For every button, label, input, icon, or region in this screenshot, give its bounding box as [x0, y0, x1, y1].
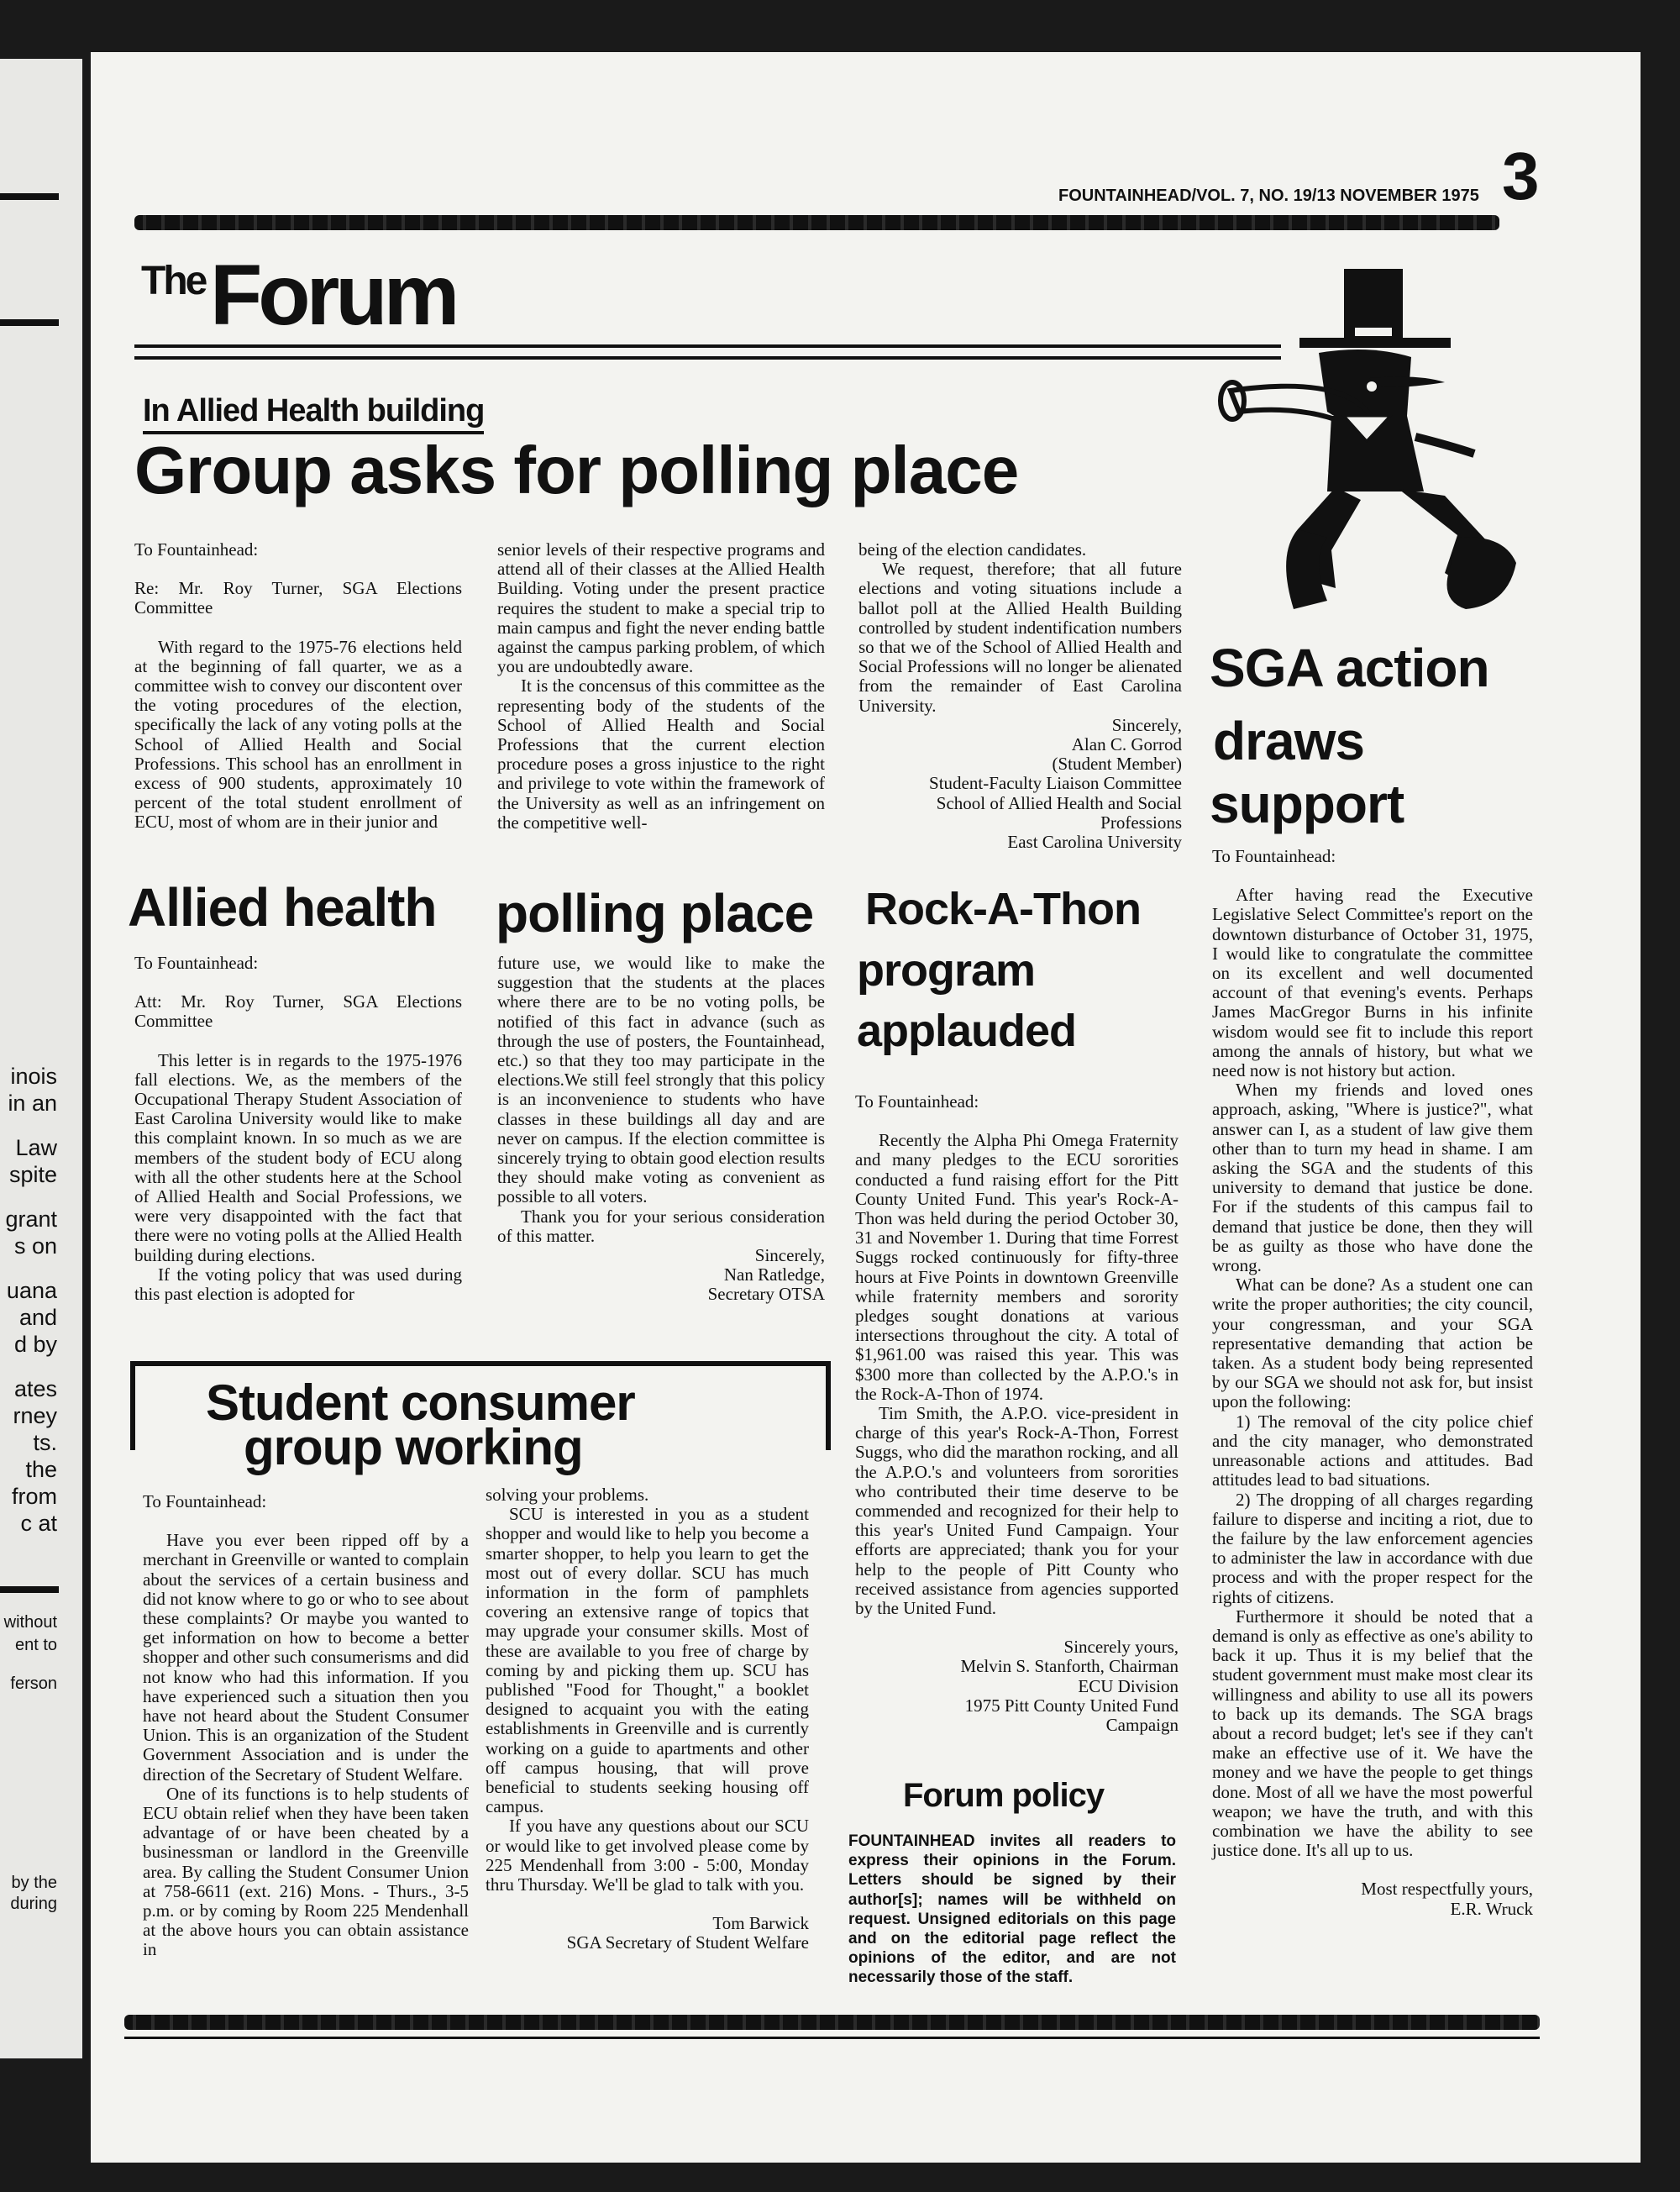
article4-headline-line: draws	[1213, 711, 1364, 771]
article1-signature-line: Professions	[1100, 812, 1182, 833]
article1-column-1	[134, 540, 462, 833]
policy-text: FOUNTAINHEAD invites all readers to express their opinions in the Forum. Letters should be signed by their author[s]; names will be withheld on request. Unsigned editorials on this page and on the editorial page reflect the opinions of the editor, and are not necessarily those of the staff.	[848, 1832, 1176, 1987]
prev-page-fragment: ates	[13, 1376, 57, 1401]
footer-rule	[124, 2015, 1540, 2030]
masthead-info: FOUNTAINHEAD/VOL. 7, NO. 19/13 NOVEMBER 1975	[1058, 187, 1479, 205]
prev-page-fragment: uana	[6, 1278, 57, 1303]
article3-signature-line: 1975 Pitt County United Fund	[964, 1695, 1179, 1716]
article1-paragraph: being of the election candidates.	[858, 539, 1087, 560]
section-rule-bottom	[134, 356, 1281, 360]
article1-paragraph: To Fountainhead:	[134, 539, 259, 560]
article3-signature-line: Sincerely yours,	[1063, 1637, 1179, 1658]
article1-kicker: In Allied Health building	[143, 393, 484, 434]
article1-column-3	[858, 540, 1182, 852]
article3-signature-line: Melvin S. Stanforth, Chairman	[960, 1656, 1179, 1677]
article2-headline-part1: Allied health	[128, 877, 437, 938]
article5-paragraph: If you have any questions about our SCU or would like to get involved please come by 225 Mendenhall from 3:00 - 5:00, Monday thru Thursday. We'll be glad to talk with you.	[486, 1816, 809, 1895]
section-logo-forum: Forum	[210, 247, 456, 343]
article4-signature-line: Most respectfully yours,	[1361, 1879, 1533, 1900]
article1-signature-line: East Carolina University	[1007, 832, 1182, 853]
prev-page-fragment: d by	[13, 1332, 57, 1357]
article2-column-2	[497, 954, 825, 1305]
article5-paragraph: SCU is interested in you as a student shopper and would like to help you become a smarter shopper, to help you learn to get the most out of every dollar. SCU has much information in the form of pamphlets covering an extensive range of topics that may upgrade your consumer skills. Most of these are available to you free of charge by coming by and picking them up. SCU has published "Food for Thought," a booklet designed to acquaint you with the eating establishments in Greenville and is currently working on a guide to apartments and other off campus housing, that will prove beneficial to students seeking housing off campus.	[486, 1504, 809, 1817]
article5-signature-line: Tom Barwick	[712, 1913, 809, 1934]
masthead-rule	[134, 215, 1499, 230]
article4-headline-line: support	[1210, 774, 1404, 834]
prev-page-fragment: ts.	[33, 1430, 57, 1455]
article1-column-2	[497, 540, 825, 833]
article4-paragraph: What can be done? As a student one can write the proper authorities; the city council, your congressman, and your SGA representative demanding that action be taken. As a student body being represented by our SGA we should not ask for, but insist upon the following:	[1212, 1275, 1533, 1412]
article3-headline-line: program	[857, 945, 1036, 996]
page-number: 3	[1502, 139, 1540, 213]
article5-signature-line: SGA Secretary of Student Welfare	[566, 1932, 809, 1953]
article2-paragraph: To Fountainhead:	[134, 953, 259, 973]
article1-paragraph: It is the concensus of this committee as the representing body of the students of the School of Allied Health and Social Professions that the current election procedure poses a gross injustice to the right and privilege to vote within the framework of the University as well as an infringement on the competitive well-	[497, 675, 825, 833]
prev-page-fragment: and	[18, 1305, 57, 1330]
article3-paragraph: Tim Smith, the A.P.O. vice-president in charge of this year's Rock-A-Thon, Forrest Suggs, who did the marathon rocking, and all the A.P.O.'s and volunteers from sororities who contributed their time deserve to be commended and recognized for their help to this year's United Fund Campaign. Your efforts are appreciated; thank you for your help to the people of Pitt County who received assistance from agencies supported by the United Fund.	[855, 1403, 1179, 1619]
article4-column	[1212, 847, 1533, 1919]
article4-paragraph: 1) The removal of the city police chief and the city manager, who demonstrated unreasonable actions and attitudes. Bad attitudes lead to bad situations.	[1212, 1411, 1533, 1490]
footer-thin-rule	[124, 2037, 1540, 2039]
article5-column-2	[486, 1485, 809, 1953]
article2-signature-line: Sincerely,	[754, 1245, 825, 1266]
prev-page-fragment: rney	[13, 1403, 57, 1428]
article2-headline-part2: polling place	[496, 883, 814, 944]
article2-column-1	[134, 954, 462, 1304]
article5-paragraph: To Fountainhead:	[143, 1491, 267, 1511]
article1-signature-line: Student-Faculty Liaison Committee	[929, 773, 1182, 794]
article1-paragraph: We request, therefore; that all future elections and voting situations include a ballot poll at the Allied Health Building controlled by student indentification numbers so that we of the School of Allied Health and Social Professions will no longer be alienated from the remainder of East Carolina University.	[858, 559, 1182, 716]
article1-paragraph: Re: Mr. Roy Turner, SGA Elections Committee	[134, 578, 462, 618]
prev-page-fragment: ent to	[14, 1636, 57, 1654]
prev-page-fragment: the	[25, 1457, 57, 1482]
article1-signature-line: Alan C. Gorrod	[1071, 734, 1182, 755]
article2-paragraph: If the voting policy that was used during this past election is adopted for	[134, 1264, 462, 1305]
article3-headline-line: applauded	[857, 1006, 1077, 1056]
article5-paragraph: Have you ever been ripped off by a merchant in Greenville or wanted to complain about the services of a certain business and did not know where to go or who to see about these complaints? Or maybe you wanted to get information on how to become a better shopper and other such consumerisms and did not know who had this information. If you have experienced such a situation then you have not heard about the Student Consumer Union. This is an organization of the Student Government Association and is under the direction of the Secretary of Student Welfare.	[143, 1530, 469, 1785]
article2-paragraph: future use, we would like to make the suggestion that the students at the places where there are to be no voting polls, be notified of this fact in advance (such as through the use of posters, the Fountainhead, etc.) so that they too may participate in the elections.We still feel strongly that this policy is an inconvenience to students who have classes in these buildings all day and are never on campus. If the election committee is sincerely trying to obtain good election results they should make voting as convenient as possible to all voters.	[497, 953, 825, 1207]
article1-signature-line: School of Allied Health and Social	[936, 792, 1182, 813]
article5-column-1	[143, 1492, 469, 1960]
prev-page-fragment: inois	[10, 1064, 57, 1089]
prev-page-rule	[0, 193, 59, 200]
article2-paragraph: Thank you for your serious consideration of this matter.	[497, 1206, 825, 1246]
prev-page-fragment: s on	[13, 1233, 57, 1259]
article4-signature-line: E.R. Wruck	[1450, 1898, 1533, 1919]
article1-headline: Group asks for polling place	[134, 433, 1019, 507]
prev-page-fragment: grant	[5, 1206, 57, 1232]
article2-paragraph: This letter is in regards to the 1975-1976 fall elections. We, as the members of the Occupational Therapy Student Association of East Carolina University would like to make this complaint known. In so much as we are members of the student body of ECU along with all the other students here at the School of Allied Health and Social Professions, we were very disappointed with the fact that there were no voting polls at the Allied Health building during elections.	[134, 1049, 462, 1265]
prev-page-fragment: during	[10, 1895, 57, 1913]
prev-page-fragment: Law	[15, 1135, 57, 1160]
article3-signature-line: Campaign	[1105, 1715, 1179, 1736]
article2-paragraph: Att: Mr. Roy Turner, SGA Elections Committee	[134, 991, 462, 1032]
article4-paragraph: 2) The dropping of all charges regarding failure to disperse and inciting a riot, due to the failure by the law enforcement agencies to administer the law in accordance with due process and with the proper respect for the rights of citizens.	[1212, 1489, 1533, 1607]
article4-paragraph: When my friends and loved ones approach, asking, "Where is justice?", what answer can I, as a student of law give them other than to turn my head in shame. I am asking the SGA and the students of this university to demand that justice be done. For if the students of this campus fail to demand that justice be done, then they will be as guilty as those who have done the wrong.	[1212, 1080, 1533, 1276]
section-logo-the: The	[141, 259, 206, 303]
article2-signature-line: Nan Ratledge,	[723, 1264, 825, 1285]
policy-column	[848, 1832, 1176, 1988]
article3-paragraph: Recently the Alpha Phi Omega Fraternity and many pledges to the ECU sororities conducted a fund raising effort for the Pitt County United Fund. This year's Rock-A-Thon was held during the period October 30, 31 and November 1. During that time Forrest Suggs rocked continuously for fifty-three hours at Five Points in downtown Greenville while fraternity members and sorority pledges sought donations at various intersections throughout the city. A total of $1,961.00 was raised this year. This was $300 more than collected by the A.P.O.'s in the Rock-A-Thon of 1974.	[855, 1130, 1179, 1404]
article5-headline-part1: Student consumer	[206, 1375, 635, 1431]
article3-headline-line: Rock-A-Thon	[865, 884, 1141, 934]
prev-page-rule	[0, 1586, 59, 1593]
article1-paragraph: With regard to the 1975-76 elections held at the beginning of fall quarter, we as a committee wish to convey our discontent over the voting procedures of the election, specifically the lack of any voting polls at the School of Allied Health and Social Professions. This school has an enrollment in excess of 900 students, approximately 10 percent of the total student enrollment of ECU, most of whom are in their junior and	[134, 636, 462, 833]
article5-paragraph: One of its functions is to help students of ECU obtain relief when they have been taken advantage of or have been cheated by a businessman or landlord in the Greenville area. By calling the Student Consumer Union at 758-6611 (ext. 216) Mons. - Thurs., 3-5 p.m. or by coming by Room 225 Mendenhall at the above hours you can obtain assistance in	[143, 1783, 469, 1960]
article5-paragraph: solving your problems.	[486, 1485, 649, 1505]
article4-paragraph: After having read the Executive Legislative Select Committee's report on the downtown disturbance of October 31, 1975, I would like to congratulate the committee on its excellent and well documented account of that evening's events. Perhaps James MacGregor Burns in his infinite wisdom would see fit to include this report among the annals of history, but what we need now is not history but action.	[1212, 885, 1533, 1081]
prev-page-fragment: from	[12, 1484, 57, 1509]
article2-signature-line: Secretary OTSA	[707, 1284, 825, 1305]
prev-page-fragment: by the	[11, 1874, 57, 1892]
prev-page-fragment: ferson	[10, 1674, 57, 1693]
policy-title: Forum policy	[903, 1777, 1105, 1814]
article3-column	[855, 1092, 1179, 1735]
prev-page-fragment: in an	[8, 1091, 57, 1116]
article3-signature-line: ECU Division	[1078, 1675, 1179, 1696]
section-rule-top	[134, 344, 1281, 348]
article1-signature-line: (Student Member)	[1052, 754, 1182, 775]
article1-signature-line: Sincerely,	[1111, 714, 1182, 735]
prev-page-fragment: c at	[20, 1511, 57, 1536]
prev-page-fragment: spite	[8, 1162, 57, 1187]
article3-paragraph: To Fountainhead:	[855, 1091, 979, 1112]
previous-page-edge	[0, 59, 82, 2058]
pilgrim-mascot-illustration	[1205, 260, 1541, 622]
article1-paragraph: senior levels of their respective programs and attend all of their classes at the Allied Health Building. Voting under the present practice requires the student to make a special trip to main campus and fight the never ending battle against the campus parking problem, of which you are undoubtedly aware.	[497, 539, 825, 677]
article4-paragraph: Furthermore it should be noted that a demand is only as effective as one's ability to back it up. Thus it is my belief that the student government must make most clear its willingness and ability to use all its powers to back up its demands. The SGA brags about a record budget; let's see if they can't make an effective use of it. We have the money and we have the people to get things done. Most of all we have the most powerful weapon; we have the truth, and with this combination we have the ability to see justice done. It's all up to us.	[1212, 1606, 1533, 1861]
article4-paragraph: To Fountainhead:	[1212, 846, 1336, 866]
prev-page-rule	[0, 319, 59, 326]
article4-headline-line: SGA action	[1210, 638, 1489, 698]
prev-page-fragment: without	[3, 1613, 57, 1632]
article5-headline-part2: group working	[244, 1419, 583, 1475]
